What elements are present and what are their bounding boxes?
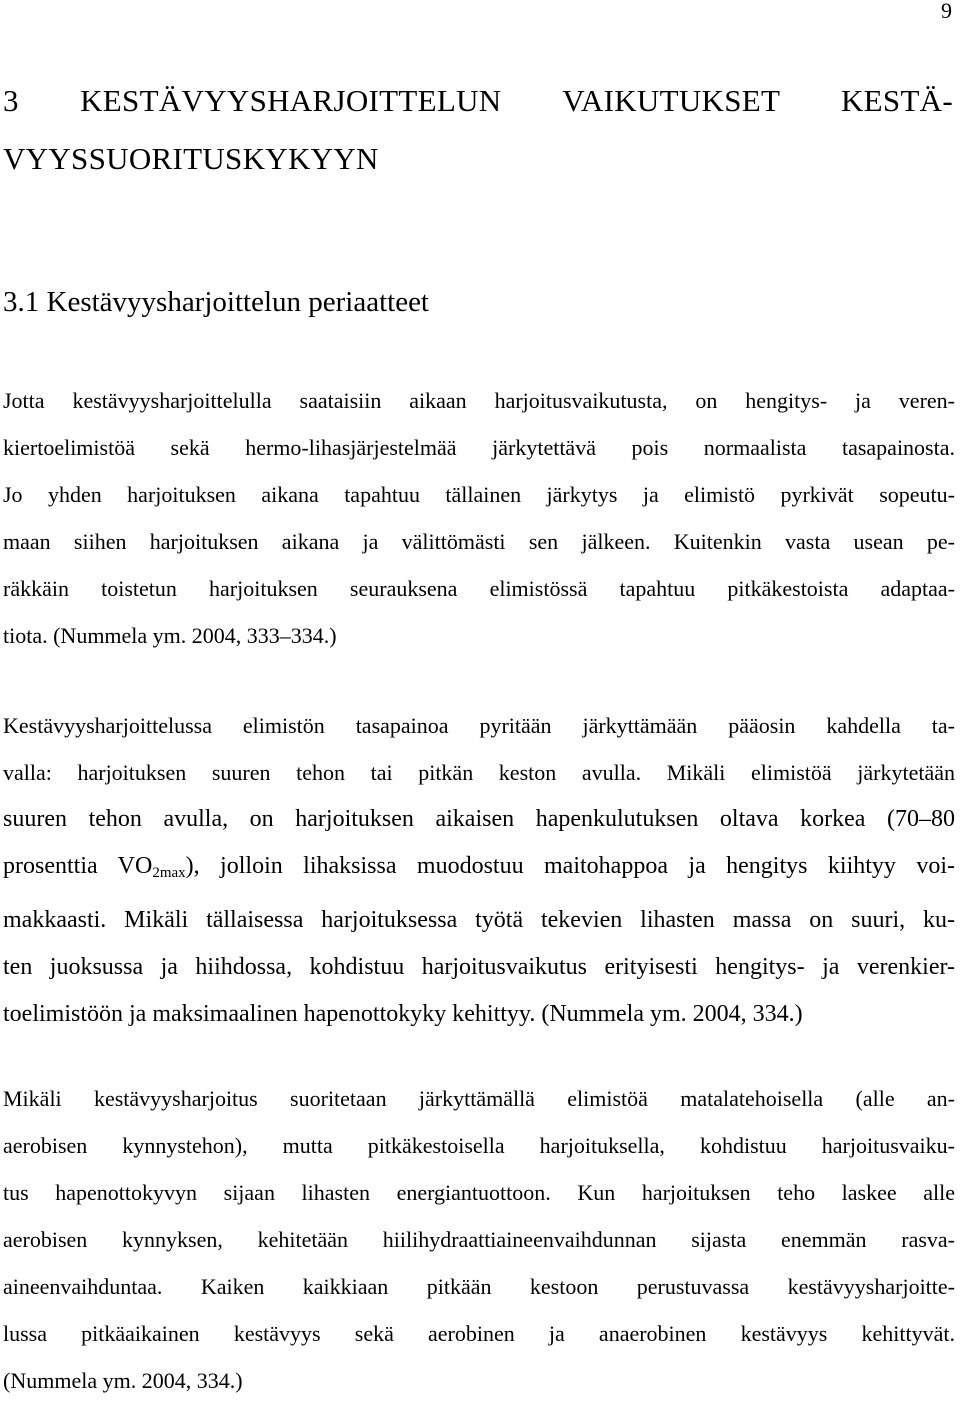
page-number: 9	[941, 0, 952, 23]
paragraph-line: ten juoksussa ja hiihdossa, kohdistuu harjoitusvaikutus erityisesti hengitys- ja verenkier-	[3, 954, 955, 980]
paragraph-line-vo2max	[3, 843, 955, 897]
paragraph-line: maan siihen harjoituksen aikana ja välittömästi sen jälkeen. Kuitenkin vasta usean pe-	[3, 529, 955, 554]
paragraph-line: räkkäin toistetun harjoituksen seurauksena elimistössä tapahtuu pitkäkestoista adaptaa-	[3, 576, 955, 601]
vo-text: prosenttia VO	[3, 853, 153, 879]
section-title: 3.1 Kestävyysharjoittelun periaatteet	[3, 286, 429, 318]
paragraph-line: kiertoelimistöä sekä hermo-lihasjärjestelmää järkytettävä pois normaalista tasapainosta.	[3, 435, 955, 460]
paragraph-line: suuren tehon avulla, on harjoituksen aikaisen hapenkulutuksen oltava korkea (70–80	[3, 806, 955, 832]
chapter-title: 3 KESTÄVYYSHARJOITTELUN VAIKUTUKSET KESTÄ-VYYSSUORITUSKYKYYN	[3, 83, 953, 176]
paragraph-line: tus hapenottokyvyn sijaan lihasten energiantuottoon. Kun harjoituksen teho laskee alle	[3, 1180, 955, 1205]
paragraph-line: Mikäli kestävyysharjoitus suoritetaan järkyttämällä elimistöä matalatehoisella (alle an-	[3, 1086, 955, 1111]
vo-text-after: ), jolloin lihaksissa muodostuu maitohappoa ja hengitys kiihtyy voi-	[185, 853, 955, 879]
paragraph-1	[3, 377, 955, 659]
paragraph-line: Jotta kestävyysharjoittelulla saataisiin aikaan harjoitusvaikutusta, on hengitys- ja veren-	[3, 388, 955, 413]
paragraph-line: (Nummela ym. 2004, 334.)	[3, 1368, 243, 1393]
paragraph-line: aineenvaihduntaa. Kaiken kaikkiaan pitkään kestoon perustuvassa kestävyysharjoitte-	[3, 1274, 955, 1299]
paragraph-line: aerobisen kynnystehon), mutta pitkäkestoisella harjoituksella, kohdistuu harjoitusvaiku-	[3, 1133, 955, 1158]
paragraph-line: valla: harjoituksen suuren tehon tai pitkän keston avulla. Mikäli elimistöä järkytetään	[3, 760, 955, 785]
paragraph-2	[3, 702, 955, 1038]
paragraph-line: tiota. (Nummela ym. 2004, 333–334.)	[3, 623, 337, 648]
paragraph-line: aerobisen kynnyksen, kehitetään hiilihydraattiaineenvaihdunnan sijasta enemmän rasva-	[3, 1227, 955, 1252]
paragraph-line: makkaasti. Mikäli tällaisessa harjoituksessa työtä tekevien lihasten massa on suuri, ku-	[3, 907, 955, 933]
paragraph-line: Jo yhden harjoituksen aikana tapahtuu tällainen järkytys ja elimistö pyrkivät sopeutu-	[3, 482, 955, 507]
vo2max-subscript: 2max	[152, 865, 186, 881]
paragraph-line: lussa pitkäaikainen kestävyys sekä aerobinen ja anaerobinen kestävyys kehittyvät.	[3, 1321, 955, 1346]
paragraph-line: toelimistöön ja maksimaalinen hapenottokyky kehittyy. (Nummela ym. 2004, 334.)	[3, 1001, 803, 1027]
paragraph-3	[3, 1075, 955, 1404]
paragraph-line: Kestävyysharjoittelussa elimistön tasapainoa pyritään järkyttämään pääosin kahdella ta-	[3, 713, 955, 738]
